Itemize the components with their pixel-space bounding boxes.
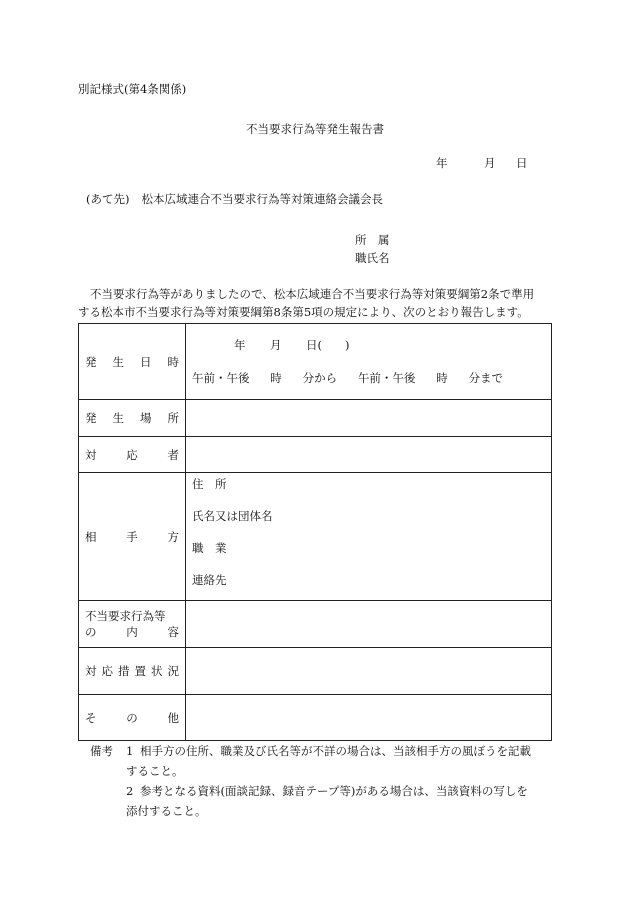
remark-item: [90, 741, 560, 781]
label-place: [79, 400, 186, 437]
datetime-hour-to: 時: [436, 371, 448, 385]
label-char: 方: [167, 529, 179, 544]
form-label: 別記様式(第4条関係): [78, 82, 187, 96]
date-year: 年: [436, 156, 448, 170]
label-char: 対: [85, 664, 97, 678]
label-char: 置: [134, 664, 146, 678]
label-char: 対: [85, 447, 97, 462]
row-datetime: [79, 324, 552, 400]
value-responder[interactable]: [186, 437, 552, 473]
remarks: [90, 741, 560, 821]
document-title: 不当要求行為等発生報告書: [246, 122, 384, 136]
value-measures[interactable]: [186, 648, 552, 695]
intro-line-1: 不当要求行為等がありましたので、松本広域連合不当要求行為等対策要綱第2条で準用: [90, 287, 535, 301]
party-name-label: 氏名又は団体名: [192, 509, 273, 523]
label-char: 他: [167, 710, 179, 725]
datetime-ampm-to: 午前・午後: [357, 371, 416, 385]
report-date: [436, 155, 528, 171]
remark-text: 相手方の住所、職業及び氏名等が不詳の場合は、当該相手方の風ぼうを記載: [140, 744, 531, 758]
department-label: 所 属: [355, 233, 390, 247]
addressee: [86, 191, 383, 207]
label-char: 者: [167, 447, 179, 462]
label-char: 応: [101, 664, 113, 678]
intro-line-2: する松本市不当要求行為等対策要綱第8条第5項の規定により、次のとおり報告します。: [78, 305, 529, 319]
datetime-day: 日( ): [306, 338, 350, 352]
row-content: [79, 601, 552, 648]
remark-item: [90, 781, 560, 821]
label-char: 場: [140, 411, 152, 425]
value-other[interactable]: [186, 695, 552, 741]
label-char: 措: [118, 664, 130, 678]
date-day: 日: [516, 156, 528, 170]
datetime-minute-to: 分まで: [468, 371, 503, 385]
label-char: 容: [167, 625, 179, 639]
label-party: [79, 473, 186, 601]
report-table: [78, 323, 552, 741]
value-party[interactable]: [186, 473, 552, 601]
label-char: 発: [85, 411, 97, 425]
label-char: 状: [151, 664, 163, 678]
label-responder: [79, 437, 186, 473]
remark-text: 参考となる資料(面談記録、録音テープ等)がある場合は、当該資料の写しを: [140, 784, 528, 798]
label-char: 相: [85, 529, 97, 544]
label-char: 応: [126, 447, 138, 462]
datetime-minute-from: 分から: [302, 371, 338, 385]
party-contact-label: 連絡先: [192, 573, 227, 587]
label-other: [79, 695, 186, 741]
datetime-hour-from: 時: [270, 371, 282, 385]
intro-paragraph: [78, 285, 552, 321]
label-char: 生: [112, 411, 124, 425]
remark-text-cont: 添付すること。: [126, 804, 207, 818]
value-place[interactable]: [186, 400, 552, 437]
datetime-year: 年: [234, 338, 246, 352]
addressee-prefix: (あて先): [86, 192, 130, 206]
label-char: 所: [167, 411, 179, 425]
party-address-label: 住 所: [192, 477, 227, 491]
row-responder: [79, 437, 552, 473]
addressee-name: 松本広域連合不当要求行為等対策連絡会議会長: [141, 192, 383, 206]
label-char: の: [85, 625, 97, 639]
date-month: 月: [484, 156, 496, 170]
remark-text-cont: すること。: [126, 764, 184, 778]
label-char: の: [126, 710, 138, 725]
row-place: [79, 400, 552, 437]
value-content[interactable]: [186, 601, 552, 648]
value-datetime[interactable]: [186, 324, 552, 400]
label-content: [79, 601, 186, 648]
label-char: 発: [85, 354, 97, 369]
datetime-month: 月: [270, 338, 282, 352]
remarks-heading: 備考: [90, 744, 113, 758]
party-occupation-label: 職 業: [192, 541, 227, 555]
label-char: そ: [85, 710, 97, 725]
label-content-line1: 不当要求行為等: [85, 609, 166, 623]
name-label: 職氏名: [355, 251, 390, 265]
label-char: 況: [167, 664, 179, 678]
label-datetime: [79, 324, 186, 400]
row-party: [79, 473, 552, 601]
label-char: 内: [126, 625, 138, 639]
label-char: 時: [167, 354, 179, 369]
row-other: [79, 695, 552, 741]
label-char: 手: [126, 529, 138, 544]
remark-number: 2: [126, 784, 134, 798]
label-char: 生: [112, 354, 124, 369]
label-char: 日: [140, 354, 152, 369]
datetime-ampm-from: 午前・午後: [192, 371, 250, 385]
label-measures: [79, 648, 186, 695]
row-measures: [79, 648, 552, 695]
remark-number: 1: [126, 744, 134, 758]
